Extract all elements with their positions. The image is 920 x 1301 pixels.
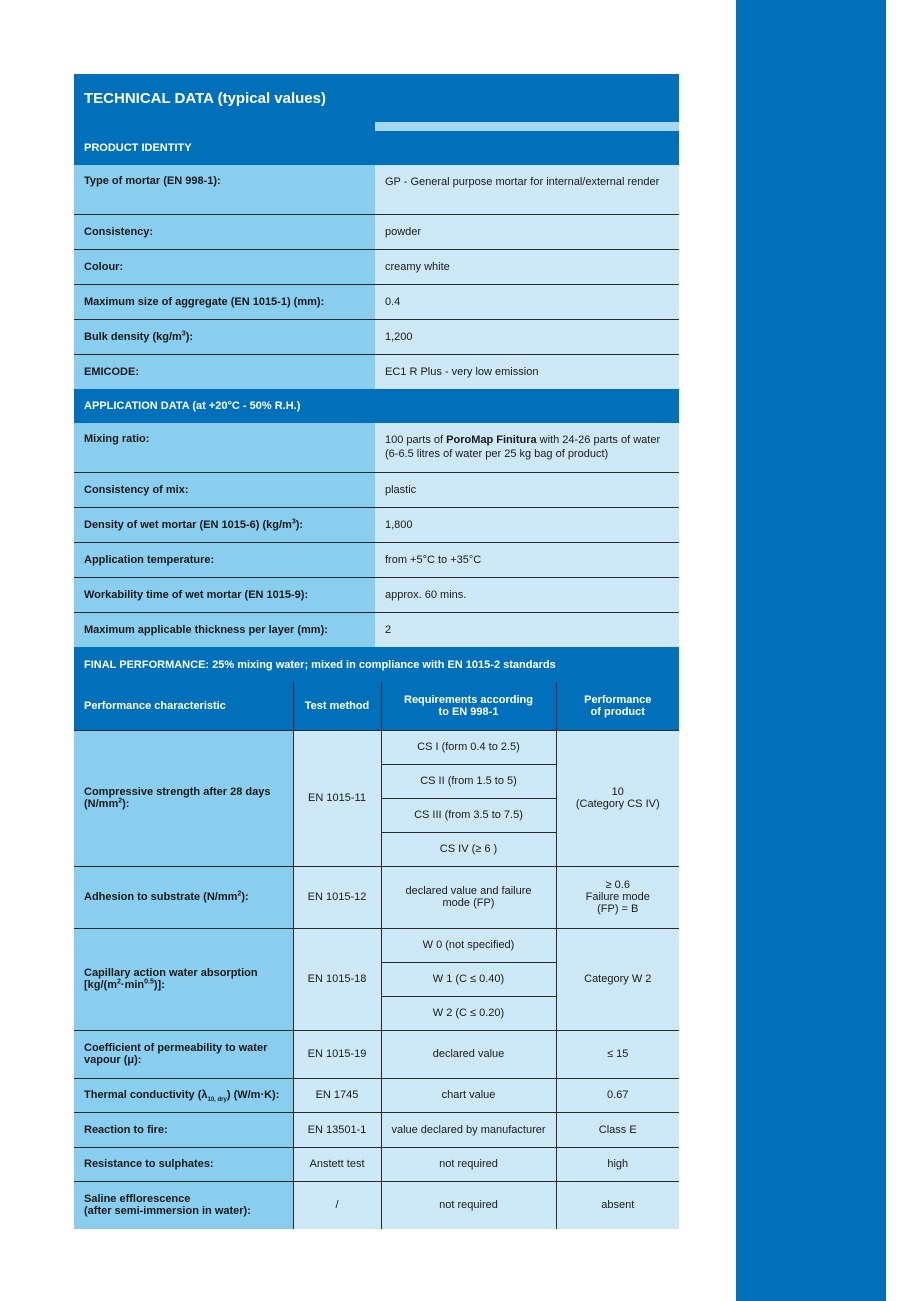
requirement: CS IV (≥ 6 ) xyxy=(381,832,556,866)
table-row xyxy=(74,320,679,355)
table-row xyxy=(74,473,679,508)
requirement: W 0 (not specified) xyxy=(381,928,556,962)
row-label: Coefficient of permeability to water vapour (μ): xyxy=(74,1030,293,1078)
performance-value: Class E xyxy=(556,1112,679,1147)
test-method: EN 1745 xyxy=(293,1078,381,1112)
row-label: Workability time of wet mortar (EN 1015-9): xyxy=(74,578,375,612)
test-method: EN 1015-11 xyxy=(293,730,381,866)
requirement: declared value xyxy=(381,1030,556,1078)
column-header: Test method xyxy=(293,682,381,730)
row-label: Compressive strength after 28 days $(N/mm^2)$: xyxy=(74,730,293,866)
table-row xyxy=(74,928,679,962)
row-value: powder xyxy=(375,215,679,249)
row-label: Maximum applicable thickness per layer (mm): xyxy=(74,613,375,647)
table-row xyxy=(74,543,679,578)
table-row xyxy=(74,355,679,389)
row-value: 2 xyxy=(375,613,679,647)
row-label: Density of wet mortar (EN 1015-6) $(kg/m^3)$: xyxy=(74,508,375,542)
test-method: EN 1015-18 xyxy=(293,928,381,1030)
requirement: CS I (form 0.4 to 2.5) xyxy=(381,730,556,764)
performance-value: absent xyxy=(556,1181,679,1229)
row-label: Maximum size of aggregate (EN 1015-1) (mm): xyxy=(74,285,375,319)
column-header: Requirements according to EN 998-1 xyxy=(381,682,556,730)
table-row xyxy=(74,730,679,764)
row-label: EMICODE: xyxy=(74,355,375,389)
row-value: 1,800 xyxy=(375,508,679,542)
test-method: Anstett test xyxy=(293,1147,381,1181)
performance-value: high xyxy=(556,1147,679,1181)
row-label: Consistency: xyxy=(74,215,375,249)
table-row xyxy=(74,1112,679,1147)
table-row xyxy=(74,423,679,473)
row-label: Resistance to sulphates: xyxy=(74,1147,293,1181)
row-label: Bulk density $(kg/m^3)$: xyxy=(74,320,375,354)
requirement: not required xyxy=(381,1147,556,1181)
performance-value: ≤ 15 xyxy=(556,1030,679,1078)
row-label: Capillary action water absorption $[kg/(m^2\cdot\min^{0.5})]$: xyxy=(74,928,293,1030)
table-row xyxy=(74,1147,679,1181)
requirement: CS II (from 1.5 to 5) xyxy=(381,764,556,798)
title-stripe xyxy=(74,122,679,131)
requirement: W 2 (C ≤ 0.20) xyxy=(381,996,556,1030)
test-method: / xyxy=(293,1181,381,1229)
row-label: Adhesion to substrate $(N/mm^2)$: xyxy=(74,866,293,928)
row-value: plastic xyxy=(375,473,679,507)
performance-value: ≥ 0.6 Failure mode (FP) = B xyxy=(556,866,679,928)
brand-name: PoroMap Finitura xyxy=(446,434,537,446)
performance-table xyxy=(74,682,679,1229)
performance-value: 10 (Category CS IV) xyxy=(556,730,679,866)
table-row xyxy=(74,866,679,928)
row-label: Reaction to fire: xyxy=(74,1112,293,1147)
test-method: EN 1015-19 xyxy=(293,1030,381,1078)
table-row xyxy=(74,215,679,250)
side-color-band xyxy=(736,0,886,1301)
requirement: value declared by manufacturer xyxy=(381,1112,556,1147)
performance-value: 0.67 xyxy=(556,1078,679,1112)
section-header-product-identity: PRODUCT IDENTITY xyxy=(74,131,679,165)
row-value: EC1 R Plus - very low emission xyxy=(375,355,679,389)
row-label: Consistency of mix: xyxy=(74,473,375,507)
table-row xyxy=(74,1078,679,1112)
row-label: Colour: xyxy=(74,250,375,284)
row-value: 100 parts of PoroMap Finitura with 24-26 parts of water (6-6.5 litres of water per 25 kg bag of product) xyxy=(375,423,679,472)
page-title: TECHNICAL DATA (typical values) xyxy=(74,74,679,122)
table-row xyxy=(74,250,679,285)
performance-value: Category W 2 xyxy=(556,928,679,1030)
table-row xyxy=(74,1030,679,1078)
row-value: approx. 60 mins. xyxy=(375,578,679,612)
technical-data-sheet xyxy=(74,74,679,1229)
row-value: 1,200 xyxy=(375,320,679,354)
row-label: Mixing ratio: xyxy=(74,423,375,472)
row-value: from +5°C to +35°C xyxy=(375,543,679,577)
row-label: Saline efflorescence (after semi-immersion in water): xyxy=(74,1181,293,1229)
test-method: EN 1015-12 xyxy=(293,866,381,928)
row-value: GP - General purpose mortar for internal/external render xyxy=(375,165,679,214)
table-row xyxy=(74,613,679,647)
section-header-final-performance: FINAL PERFORMANCE: 25% mixing water; mixed in compliance with EN 1015-2 standards xyxy=(74,647,679,682)
requirement: chart value xyxy=(381,1078,556,1112)
row-value: 0.4 xyxy=(375,285,679,319)
column-header: Performance of product xyxy=(556,682,679,730)
row-label: Thermal conductivity $(\lambda_{10, dry})$ (W/m·K): xyxy=(74,1078,293,1112)
row-value: creamy white xyxy=(375,250,679,284)
row-label: Application temperature: xyxy=(74,543,375,577)
row-label: Type of mortar (EN 998-1): xyxy=(74,165,375,214)
table-row xyxy=(74,578,679,613)
table-row xyxy=(74,165,679,215)
table-row xyxy=(74,285,679,320)
test-method: EN 13501-1 xyxy=(293,1112,381,1147)
requirement: not required xyxy=(381,1181,556,1229)
table-row xyxy=(74,1181,679,1229)
requirement: declared value and failure mode (FP) xyxy=(381,866,556,928)
table-row xyxy=(74,508,679,543)
column-header: Performance characteristic xyxy=(74,682,293,730)
section-header-application-data: APPLICATION DATA (at +20°C - 50% R.H.) xyxy=(74,389,679,423)
table-header-row xyxy=(74,682,679,730)
requirement: CS III (from 3.5 to 7.5) xyxy=(381,798,556,832)
requirement: W 1 (C ≤ 0.40) xyxy=(381,962,556,996)
